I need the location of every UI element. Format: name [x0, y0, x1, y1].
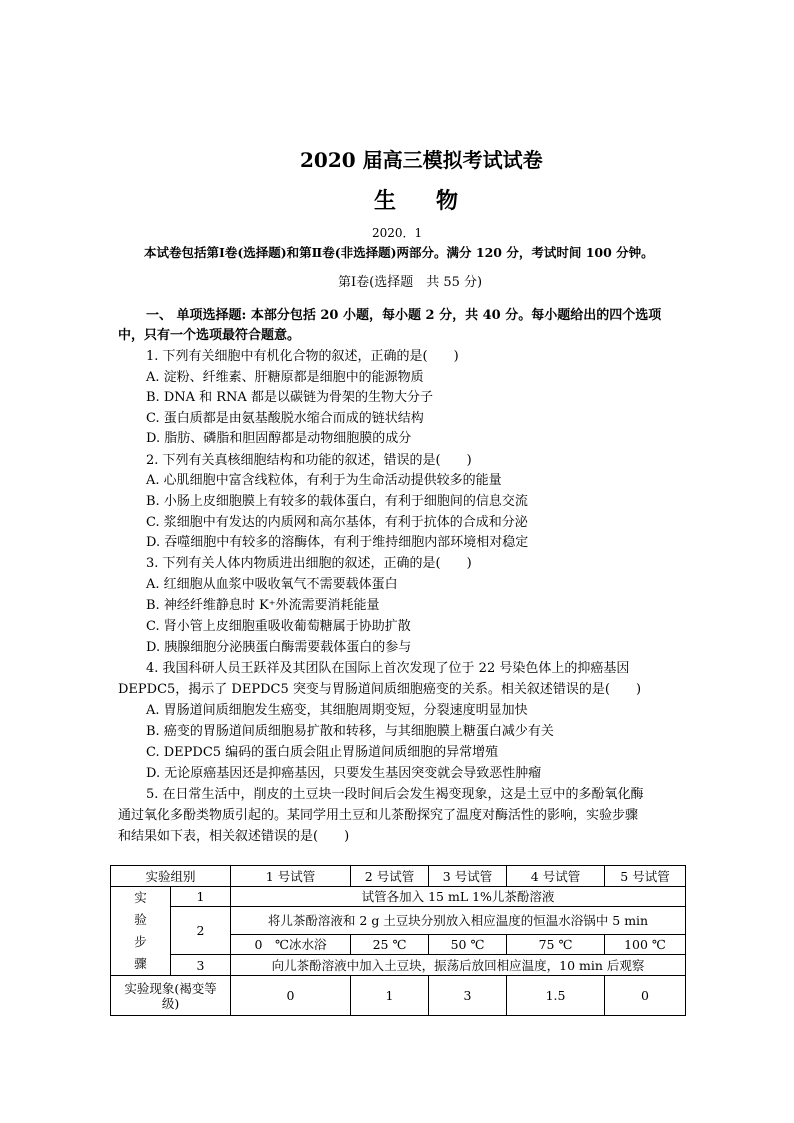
- exam-date: 2020．1: [372, 226, 423, 240]
- question-4-option-c: C. DEPDC5 编码的蛋白质会阻止胃肠道间质细胞的异常增殖: [146, 745, 499, 760]
- steps-label-char-2: 验: [134, 912, 147, 927]
- step3-text: 向儿茶酚溶液中加入土豆块，振荡后放回相应温度，10 min 后观察: [231, 955, 686, 976]
- temp-tube-3: 50 ℃: [429, 935, 507, 955]
- experiment-table: [110, 865, 686, 1016]
- question-2-option-a: A. 心肌细胞中富含线粒体，有利于为生命活动提供较多的能量: [146, 473, 502, 488]
- step2-text: 将儿茶酚溶液和 2 g 土豆块分别放入相应温度的恒温水浴锅中 5 min: [231, 907, 686, 935]
- result-label: [111, 976, 231, 1016]
- question-3-option-d: D. 胰腺细胞分泌胰蛋白酶需要载体蛋白的参与: [146, 640, 412, 655]
- header-group: 实验组别: [111, 866, 231, 887]
- question-4-stem-line2: DEPDC5，揭示了 DEPDC5 突变与胃肠道间质细胞癌变的关系。相关叙述错误的是( ): [118, 682, 642, 697]
- question-5-stem-line2: 通过氧化多酚类物质引起的。某同学用土豆和儿茶酚探究了温度对酶活性的影响，实验步骤: [118, 808, 639, 823]
- header-tube-2: 2 号试管: [351, 866, 429, 887]
- table-row-step3: [111, 955, 686, 976]
- result-label-line1: 实验现象(褐变等: [124, 980, 217, 996]
- result-label-line2: 级): [161, 995, 180, 1011]
- question-2-stem: 2. 下列有关真核细胞结构和功能的叙述，错误的是( ): [146, 453, 472, 468]
- temp-tube-2: 25 ℃: [351, 935, 429, 955]
- result-tube-3: 3: [429, 976, 507, 1016]
- part-instruction-line1: 一、 单项选择题: 本部分包括 20 小题，每小题 2 分，共 40 分。每小题给出的四个选项: [146, 308, 662, 323]
- table-header-row: [111, 866, 686, 887]
- question-2-option-c: C. 浆细胞中有发达的内质网和高尔基体，有利于抗体的合成和分泌: [146, 515, 528, 530]
- table-row-step2: [111, 907, 686, 935]
- header-tube-3: 3 号试管: [429, 866, 507, 887]
- question-1-option-d: D. 脂肪、磷脂和胆固醇都是动物细胞膜的成分: [146, 431, 412, 446]
- result-tube-1: 0: [231, 976, 351, 1016]
- temp-tube-4: 75 ℃: [507, 935, 605, 955]
- table-row-step1: [111, 887, 686, 907]
- question-1-option-a: A. 淀粉、纤维素、肝糖原都是细胞中的能源物质: [146, 370, 424, 385]
- question-3-stem: 3. 下列有关人体内物质进出细胞的叙述，正确的是( ): [146, 556, 472, 571]
- question-1-option-b: B. DNA 和 RNA 都是以碳链为骨架的生物大分子: [146, 390, 433, 405]
- exam-title: 2020 届高三模拟考试试卷: [300, 148, 543, 172]
- steps-label-char-3: 步: [134, 934, 147, 949]
- result-tube-5: 0: [605, 976, 686, 1016]
- question-4-option-b: B. 癌变的胃肠道间质细胞易扩散和转移，与其细胞膜上糖蛋白减少有关: [146, 724, 554, 739]
- step3-number: 3: [171, 955, 231, 976]
- question-3-option-a: A. 红细胞从血浆中吸收氧气不需要载体蛋白: [146, 577, 398, 592]
- subject-title: 生物: [374, 188, 499, 214]
- header-tube-5: 5 号试管: [605, 866, 686, 887]
- step1-text: 试管各加入 15 mL 1%儿茶酚溶液: [231, 887, 686, 907]
- question-3-option-b: B. 神经纤维静息时 K⁺外流需要消耗能量: [146, 598, 380, 613]
- result-tube-4: 1.5: [507, 976, 605, 1016]
- question-2-option-b: B. 小肠上皮细胞膜上有较多的载体蛋白，有利于细胞间的信息交流: [146, 494, 528, 509]
- question-4-option-a: A. 胃肠道间质细胞发生癌变，其细胞周期变短，分裂速度明显加快: [146, 703, 528, 718]
- question-4-stem-line1: 4. 我国科研人员王跃祥及其团队在国际上首次发现了位于 22 号染色体上的抑癌基因: [146, 661, 630, 676]
- temp-tube-5: 100 ℃: [605, 935, 686, 955]
- step2-number: 2: [171, 907, 231, 955]
- question-1-stem: 1. 下列有关细胞中有机化合物的叙述，正确的是( ): [146, 349, 459, 364]
- header-tube-4: 4 号试管: [507, 866, 605, 887]
- question-3-option-c: C. 肾小管上皮细胞重吸收葡萄糖属于协助扩散: [146, 619, 411, 634]
- temp-tube-1: 0 ℃冰水浴: [231, 935, 351, 955]
- steps-label: [111, 887, 171, 976]
- exam-intro: 本试卷包括第Ⅰ卷(选择题)和第Ⅱ卷(非选择题)两部分。满分 120 分，考试时间 100 分钟。: [144, 245, 654, 260]
- steps-label-char-4: 骤: [134, 956, 147, 971]
- section-heading: 第Ⅰ卷(选择题 共 55 分): [338, 275, 483, 290]
- question-2-option-d: D. 吞噬细胞中有较多的溶酶体，有利于维持细胞内部环境相对稳定: [146, 535, 529, 550]
- question-4-option-d: D. 无论原癌基因还是抑癌基因，只要发生基因突变就会导致恶性肿瘤: [146, 766, 542, 781]
- table-row-result: [111, 976, 686, 1016]
- step1-number: 1: [171, 887, 231, 907]
- header-tube-1: 1 号试管: [231, 866, 351, 887]
- question-1-option-c: C. 蛋白质都是由氨基酸脱水缩合而成的链状结构: [146, 411, 424, 426]
- question-5-stem-line1: 5. 在日常生活中，削皮的土豆块一段时间后会发生褐变现象，这是土豆中的多酚氧化酶: [146, 787, 644, 802]
- result-tube-2: 1: [351, 976, 429, 1016]
- part-instruction-line2: 中，只有一个选项最符合题意。: [118, 328, 301, 343]
- question-5-stem-line3: 和结果如下表，相关叙述错误的是( ): [118, 829, 350, 844]
- steps-label-char-1: 实: [134, 890, 147, 905]
